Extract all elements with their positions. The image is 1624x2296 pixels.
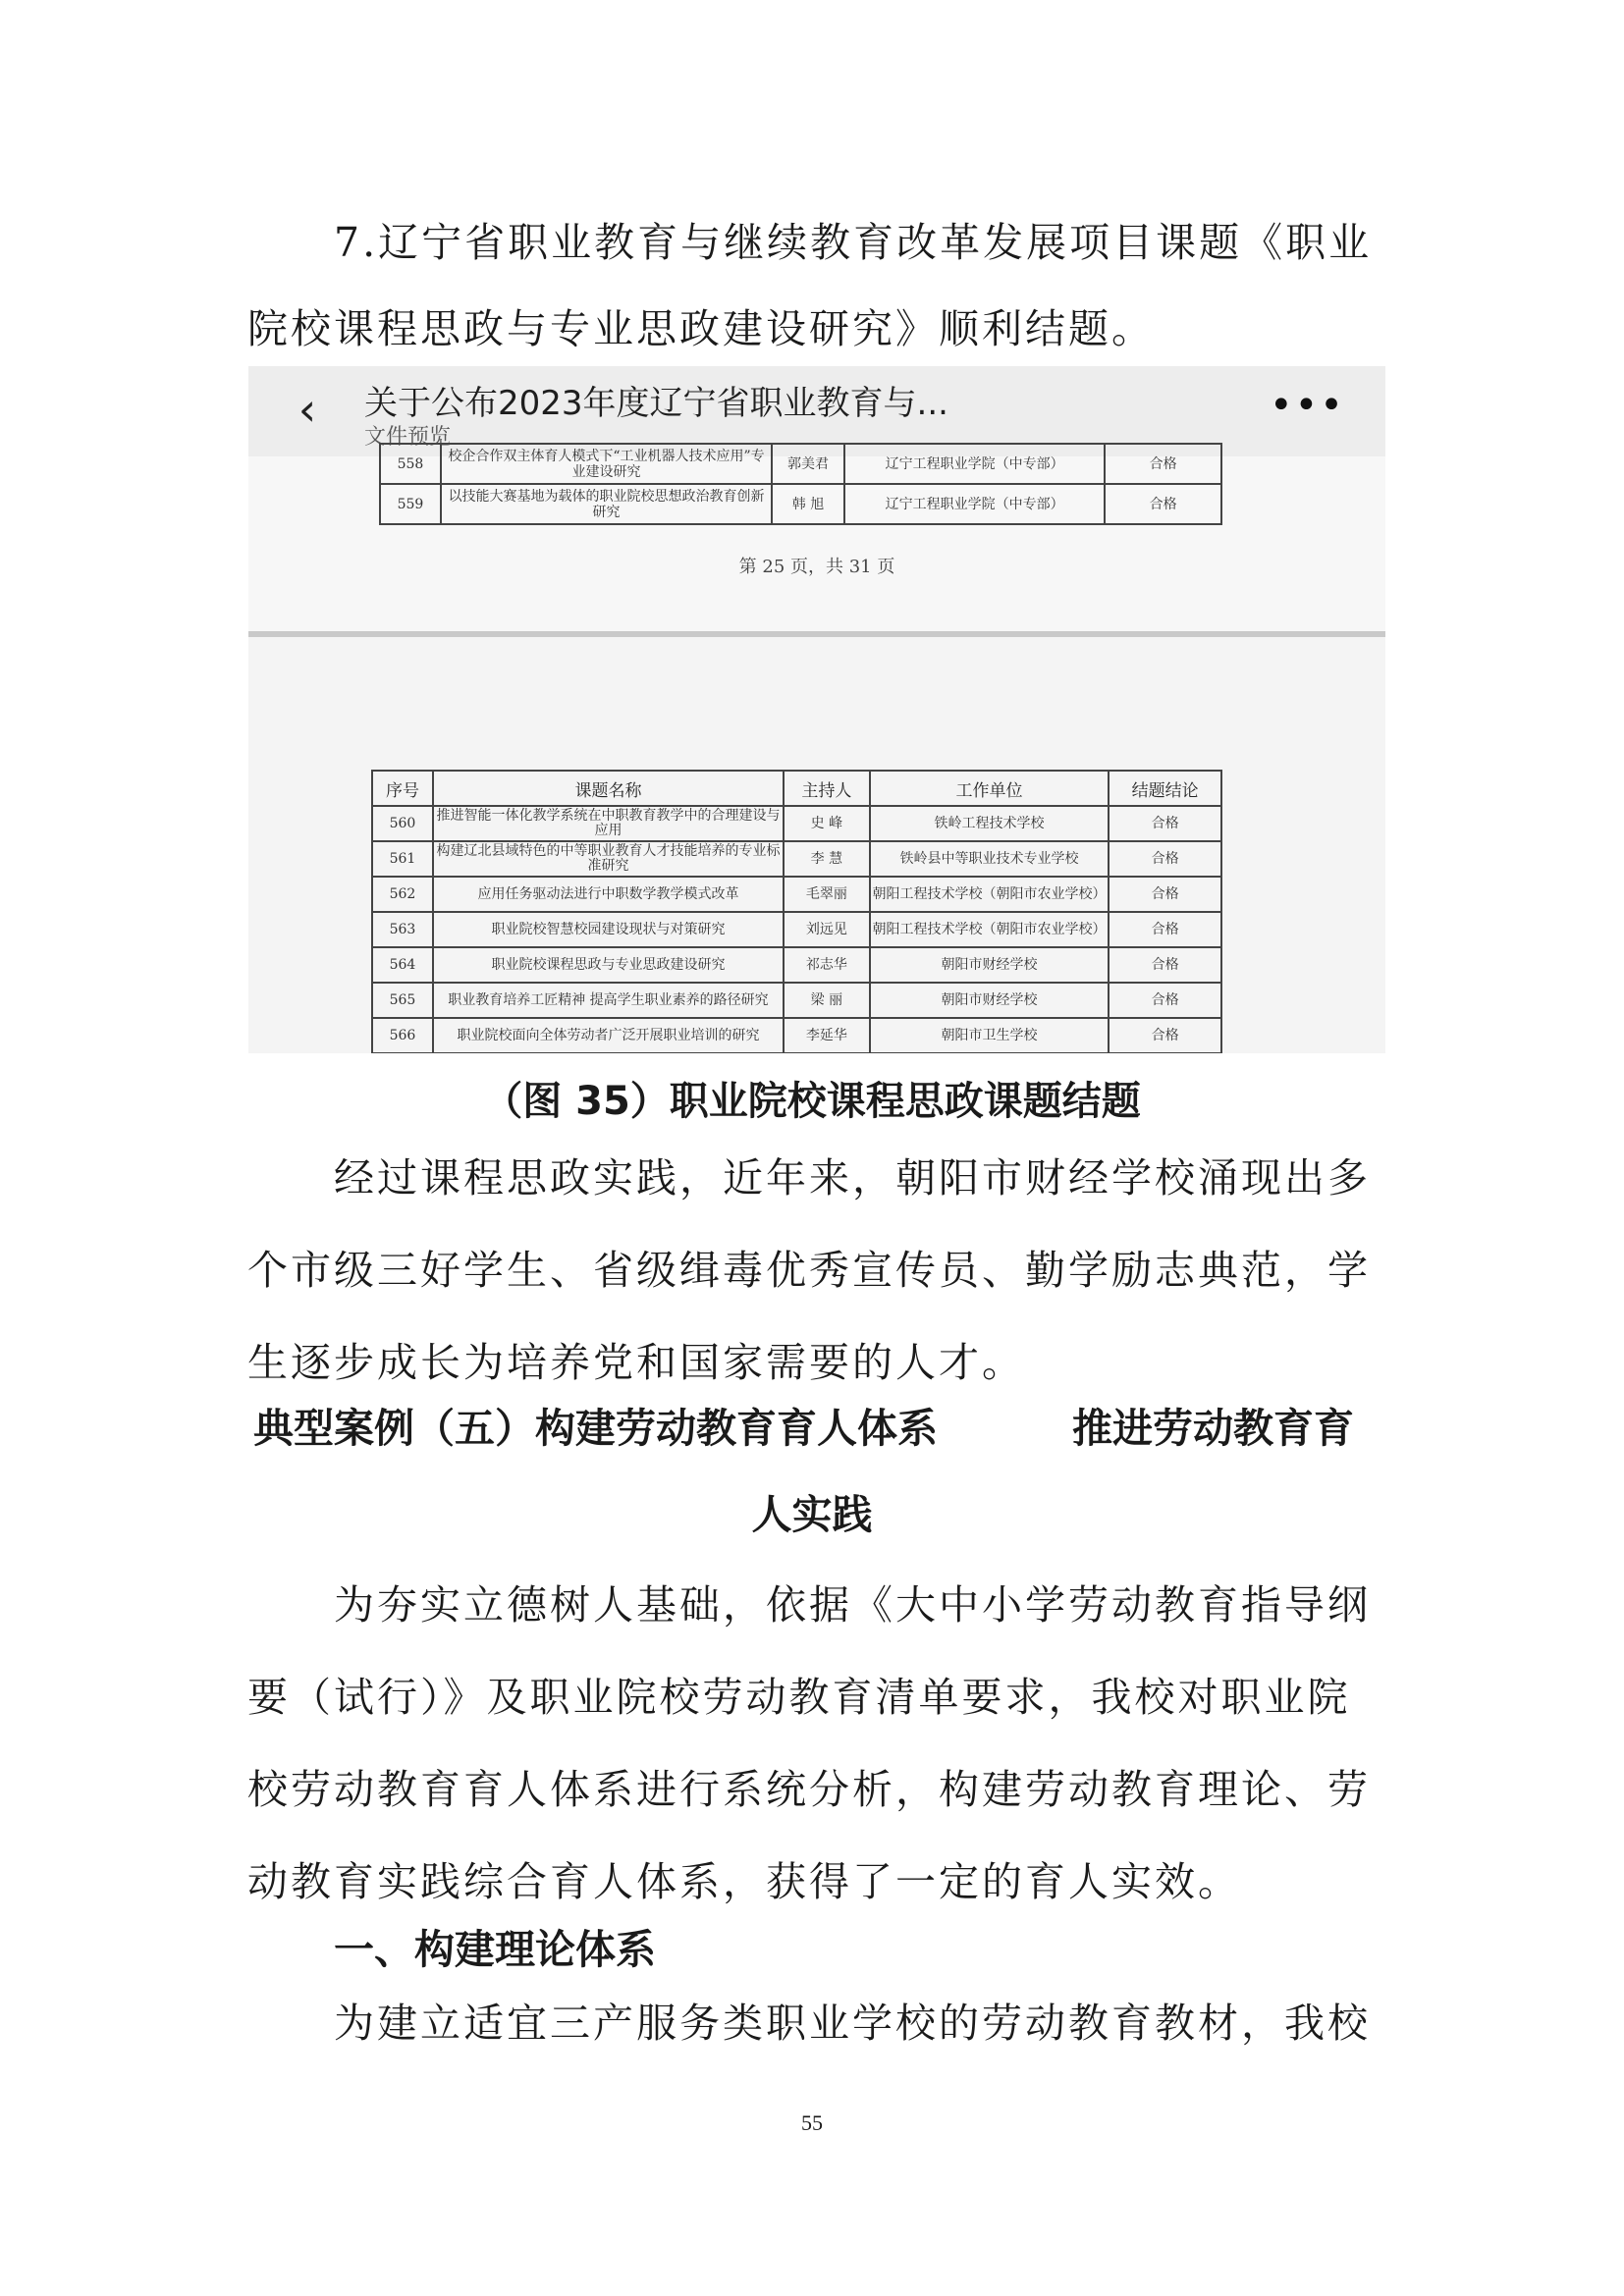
cell-result: 合格 [1109, 912, 1221, 947]
case-heading-part-3: 人实践 [751, 1491, 873, 1538]
cell-no: 562 [372, 877, 433, 912]
cell-unit: 朝阳市财经学校 [870, 983, 1109, 1018]
cell-unit: 朝阳市财经学校 [870, 947, 1109, 983]
para2-line-1: 经过课程思政实践，近年来，朝阳市财经学校涌现出多 [334, 1154, 1371, 1201]
cell-result: 合格 [1105, 444, 1221, 484]
cell-name: 校企合作双主体育人模式下“工业机器人技术应用”专业建设研究 [441, 444, 772, 484]
cell-host: 韩 旭 [772, 484, 844, 524]
para3-line-1: 为夯实立德树人基础，依据《大中小学劳动教育指导纲 [334, 1581, 1371, 1629]
cell-name: 职业院校面向全体劳动者广泛开展职业培训的研究 [433, 1018, 784, 1053]
cell-no: 566 [372, 1018, 433, 1053]
table-row [372, 912, 1221, 947]
cell-result: 合格 [1109, 877, 1221, 912]
cell-unit: 辽宁工程职业学院（中专部） [844, 484, 1105, 524]
cell-unit: 朝阳工程技术学校（朝阳市农业学校） [870, 877, 1109, 912]
cell-result: 合格 [1109, 947, 1221, 983]
intro-paragraph [247, 196, 1381, 375]
preview-subtitle: 文件预览 [364, 425, 452, 450]
cell-no: 565 [372, 983, 433, 1018]
page-footer: 第 25 页，共 31 页 [738, 557, 895, 577]
para4-line-1: 为建立适宜三产服务类职业学校的劳动教育教材，我校 [334, 2000, 1371, 2047]
cell-no: 560 [372, 806, 433, 841]
cell-unit: 朝阳工程技术学校（朝阳市农业学校） [870, 912, 1109, 947]
para3-line-3: 校劳动教育育人体系进行系统分析，构建劳动教育理论、劳 [247, 1766, 1371, 1813]
cell-no: 559 [380, 484, 441, 524]
cell-host: 李 慧 [784, 841, 870, 877]
cell-host: 史 峰 [784, 806, 870, 841]
cell-result: 合格 [1109, 1018, 1221, 1053]
top-results-table [379, 443, 1222, 525]
header-unit: 工作单位 [870, 771, 1109, 806]
cell-name: 职业院校智慧校园建设现状与对策研究 [433, 912, 784, 947]
section-heading: 一、构建理论体系 [334, 1926, 656, 1973]
table-row [380, 444, 1221, 484]
cell-no: 564 [372, 947, 433, 983]
cell-no: 561 [372, 841, 433, 877]
table-row [372, 947, 1221, 983]
cell-host: 梁 丽 [784, 983, 870, 1018]
preview-page-26 [248, 637, 1385, 1053]
cell-name: 职业教育培养工匠精神 提高学生职业素养的路径研究 [433, 983, 784, 1018]
cell-name: 以技能大赛基地为载体的职业院校思想政治教育创新研究 [441, 484, 772, 524]
more-options-icon[interactable]: ••• [1270, 383, 1345, 428]
para2-line-2: 个市级三好学生、省级缉毒优秀宣传员、勤学励志典范，学 [247, 1247, 1371, 1294]
para3-line-4: 动教育实践综合育人体系，获得了一定的育人实效。 [247, 1858, 1241, 1905]
cell-host: 李延华 [784, 1018, 870, 1053]
cell-result: 合格 [1109, 841, 1221, 877]
para3-line-2: 要（试行）》及职业院校劳动教育清单要求，我校对职业院 [247, 1674, 1351, 1721]
header-no: 序号 [372, 771, 433, 806]
cell-name: 应用任务驱动法进行中职数学教学模式改革 [433, 877, 784, 912]
preview-title: 关于公布2023年度辽宁省职业教育与... [364, 384, 948, 423]
back-icon[interactable]: ‹ [298, 383, 317, 436]
table-row [380, 484, 1221, 524]
table-row [372, 841, 1221, 877]
cell-name: 职业院校课程思政与专业思政建设研究 [433, 947, 784, 983]
figure-caption: （图 35）职业院校课程思政课题结题 [483, 1079, 1141, 1124]
cell-host: 刘远见 [784, 912, 870, 947]
paragraph-3 [247, 1559, 1381, 1928]
cell-name: 推进智能一体化教学系统在中职教育教学中的合理建设与应用 [433, 806, 784, 841]
case-heading-part-2: 推进劳动教育育 [1072, 1405, 1354, 1452]
cell-name: 构建辽北县域特色的中等职业教育人才技能培养的专业标准研究 [433, 841, 784, 877]
cell-result: 合格 [1109, 983, 1221, 1018]
case-heading-part-1: 典型案例（五）构建劳动教育育人体系 [253, 1405, 938, 1452]
intro-line-1: 7.辽宁省职业教育与继续教育改革发展项目课题《职业 [334, 219, 1373, 266]
cell-host: 毛翠丽 [784, 877, 870, 912]
page-number: 55 [801, 2110, 823, 2135]
paragraph-2 [247, 1132, 1381, 1409]
cell-result: 合格 [1105, 484, 1221, 524]
cell-result: 合格 [1109, 806, 1221, 841]
table-header-row [372, 771, 1221, 806]
cell-unit: 铁岭工程技术学校 [870, 806, 1109, 841]
table-row [372, 806, 1221, 841]
para2-line-3: 生逐步成长为培养党和国家需要的人才。 [247, 1339, 1025, 1386]
preview-page-25 [248, 448, 1385, 631]
header-host: 主持人 [784, 771, 870, 806]
table-row [372, 983, 1221, 1018]
header-result: 结题结论 [1109, 771, 1221, 806]
table-row [372, 1018, 1221, 1053]
cell-no: 558 [380, 444, 441, 484]
table-row [372, 877, 1221, 912]
document-preview-screenshot [248, 366, 1385, 1053]
cell-host: 祁志华 [784, 947, 870, 983]
results-table [371, 770, 1222, 1053]
paragraph-4 [247, 1977, 1381, 2069]
cell-no: 563 [372, 912, 433, 947]
header-name: 课题名称 [433, 771, 784, 806]
cell-unit: 铁岭县中等职业技术专业学校 [870, 841, 1109, 877]
cell-host: 郭美君 [772, 444, 844, 484]
cell-unit: 朝阳市卫生学校 [870, 1018, 1109, 1053]
cell-unit: 辽宁工程职业学院（中专部） [844, 444, 1105, 484]
intro-line-2: 院校课程思政与专业思政建设研究》顺利结题。 [247, 305, 1155, 352]
